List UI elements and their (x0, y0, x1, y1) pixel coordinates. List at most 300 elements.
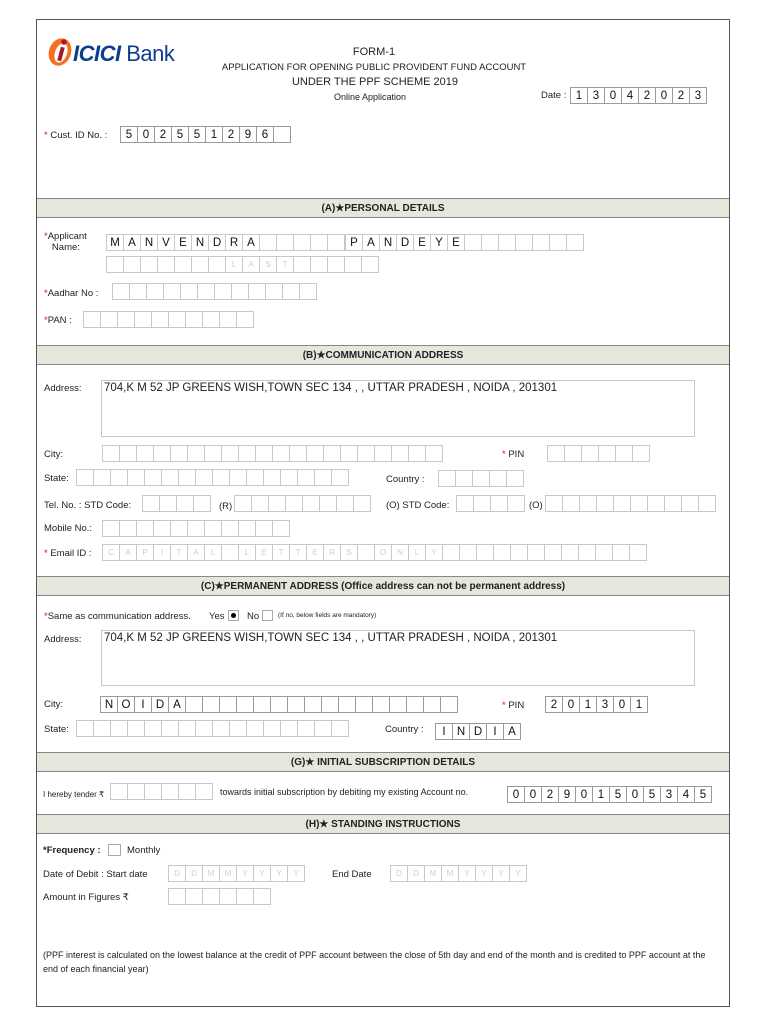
char-box[interactable]: A (123, 234, 141, 251)
char-box[interactable] (527, 544, 545, 561)
char-box[interactable]: 6 (256, 126, 274, 143)
char-box[interactable]: I (134, 696, 152, 713)
char-box[interactable] (157, 256, 175, 273)
char-box[interactable] (123, 256, 141, 273)
char-box[interactable]: 0 (626, 786, 644, 803)
char-box[interactable] (336, 495, 354, 512)
char-box[interactable]: 3 (587, 87, 605, 104)
yes-radio[interactable] (228, 610, 239, 621)
char-box[interactable] (408, 445, 426, 462)
char-box[interactable] (202, 888, 220, 905)
char-box[interactable] (263, 720, 281, 737)
char-box[interactable] (229, 469, 247, 486)
char-box[interactable]: Y (430, 234, 448, 251)
char-box[interactable] (547, 445, 565, 462)
comm-city-boxes[interactable] (102, 445, 442, 462)
char-box[interactable] (310, 234, 328, 251)
char-box[interactable]: 2 (222, 126, 240, 143)
char-box[interactable] (459, 544, 477, 561)
char-box[interactable]: A (242, 234, 260, 251)
char-box[interactable]: 3 (596, 696, 614, 713)
char-box[interactable] (185, 311, 203, 328)
char-box[interactable] (219, 888, 237, 905)
char-box[interactable] (176, 495, 194, 512)
char-box[interactable] (285, 495, 303, 512)
last-name-boxes[interactable] (345, 234, 583, 251)
char-box[interactable] (195, 783, 213, 800)
char-box[interactable] (202, 696, 220, 713)
char-box[interactable]: 2 (154, 126, 172, 143)
char-box[interactable]: E (174, 234, 192, 251)
char-box[interactable] (236, 888, 254, 905)
mobile-boxes[interactable] (102, 520, 289, 537)
char-box[interactable] (134, 311, 152, 328)
char-box[interactable]: 0 (655, 87, 673, 104)
char-box[interactable]: A (119, 544, 137, 561)
perm-state-boxes[interactable] (76, 720, 348, 737)
char-box[interactable] (374, 445, 392, 462)
char-box[interactable] (236, 311, 254, 328)
date-boxes[interactable] (570, 87, 706, 104)
char-box[interactable] (595, 544, 613, 561)
char-box[interactable] (170, 520, 188, 537)
char-box[interactable]: N (140, 234, 158, 251)
char-box[interactable] (100, 311, 118, 328)
char-box[interactable]: D (390, 865, 408, 882)
char-box[interactable] (255, 445, 273, 462)
char-box[interactable] (204, 445, 222, 462)
char-box[interactable] (561, 544, 579, 561)
char-box[interactable]: M (424, 865, 442, 882)
char-box[interactable]: R (323, 544, 341, 561)
char-box[interactable] (276, 234, 294, 251)
char-box[interactable] (229, 720, 247, 737)
char-box[interactable]: 5 (120, 126, 138, 143)
char-box[interactable] (259, 234, 277, 251)
char-box[interactable]: D (168, 865, 186, 882)
char-box[interactable] (613, 495, 631, 512)
char-box[interactable] (681, 495, 699, 512)
char-box[interactable] (510, 544, 528, 561)
char-box[interactable] (248, 283, 266, 300)
char-box[interactable] (76, 720, 94, 737)
char-box[interactable] (506, 470, 524, 487)
perm-pin-boxes[interactable] (545, 696, 647, 713)
char-box[interactable] (83, 311, 101, 328)
char-box[interactable]: T (276, 256, 294, 273)
char-box[interactable] (246, 469, 264, 486)
char-box[interactable] (566, 234, 584, 251)
char-box[interactable] (231, 283, 249, 300)
char-box[interactable] (293, 256, 311, 273)
char-box[interactable] (272, 445, 290, 462)
char-box[interactable] (117, 311, 135, 328)
char-box[interactable] (129, 283, 147, 300)
char-box[interactable] (498, 234, 516, 251)
monthly-checkbox[interactable] (108, 844, 121, 856)
amount-boxes[interactable] (168, 888, 270, 905)
char-box[interactable] (331, 720, 349, 737)
char-box[interactable]: Y (270, 865, 288, 882)
char-box[interactable] (170, 445, 188, 462)
char-box[interactable]: 2 (672, 87, 690, 104)
no-radio[interactable] (262, 610, 273, 621)
name-row2-boxes[interactable] (106, 256, 378, 273)
char-box[interactable]: N (191, 234, 209, 251)
char-box[interactable] (473, 495, 491, 512)
char-box[interactable] (425, 445, 443, 462)
char-box[interactable] (151, 311, 169, 328)
char-box[interactable] (265, 283, 283, 300)
char-box[interactable] (127, 783, 145, 800)
char-box[interactable]: D (185, 865, 203, 882)
o-tel-boxes[interactable] (545, 495, 715, 512)
char-box[interactable] (110, 720, 128, 737)
char-box[interactable] (406, 696, 424, 713)
char-box[interactable] (187, 445, 205, 462)
char-box[interactable] (146, 283, 164, 300)
char-box[interactable]: 1 (570, 87, 588, 104)
char-box[interactable] (282, 283, 300, 300)
char-box[interactable]: M (106, 234, 124, 251)
char-box[interactable]: D (151, 696, 169, 713)
account-number-boxes[interactable] (507, 786, 711, 803)
char-box[interactable]: 9 (239, 126, 257, 143)
char-box[interactable] (280, 720, 298, 737)
char-box[interactable] (251, 495, 269, 512)
char-box[interactable] (212, 720, 230, 737)
char-box[interactable]: A (168, 696, 186, 713)
char-box[interactable] (221, 520, 239, 537)
perm-address-field[interactable]: 704,K M 52 JP GREENS WISH,TOWN SEC 134 , , UTTAR PRADESH , NOIDA , 201301 (101, 630, 695, 686)
pan-boxes[interactable] (83, 311, 253, 328)
char-box[interactable] (515, 234, 533, 251)
char-box[interactable]: 5 (171, 126, 189, 143)
char-box[interactable]: 0 (137, 126, 155, 143)
char-box[interactable] (195, 469, 213, 486)
char-box[interactable]: 5 (694, 786, 712, 803)
char-box[interactable] (161, 469, 179, 486)
char-box[interactable]: 0 (604, 87, 622, 104)
char-box[interactable] (127, 469, 145, 486)
char-box[interactable]: Y (475, 865, 493, 882)
char-box[interactable] (195, 720, 213, 737)
char-box[interactable]: I (435, 723, 453, 740)
char-box[interactable]: N (379, 234, 397, 251)
char-box[interactable] (153, 445, 171, 462)
char-box[interactable] (255, 520, 273, 537)
char-box[interactable] (178, 783, 196, 800)
char-box[interactable] (140, 256, 158, 273)
char-box[interactable] (102, 445, 120, 462)
char-box[interactable] (144, 783, 162, 800)
char-box[interactable] (185, 888, 203, 905)
char-box[interactable]: 3 (660, 786, 678, 803)
char-box[interactable] (268, 495, 286, 512)
char-box[interactable] (153, 520, 171, 537)
char-box[interactable]: 2 (545, 696, 563, 713)
char-box[interactable] (119, 445, 137, 462)
char-box[interactable] (144, 720, 162, 737)
char-box[interactable] (302, 495, 320, 512)
char-box[interactable] (197, 283, 215, 300)
char-box[interactable] (615, 445, 633, 462)
char-box[interactable] (102, 520, 120, 537)
char-box[interactable] (144, 469, 162, 486)
char-box[interactable]: E (255, 544, 273, 561)
char-box[interactable] (161, 783, 179, 800)
char-box[interactable]: D (208, 234, 226, 251)
start-date-boxes[interactable] (168, 865, 304, 882)
char-box[interactable] (202, 311, 220, 328)
char-box[interactable] (340, 445, 358, 462)
char-box[interactable]: 1 (630, 696, 648, 713)
char-box[interactable]: O (374, 544, 392, 561)
char-box[interactable] (319, 495, 337, 512)
char-box[interactable] (562, 495, 580, 512)
comm-country-boxes[interactable] (438, 470, 523, 487)
char-box[interactable] (423, 696, 441, 713)
char-box[interactable]: N (100, 696, 118, 713)
comm-pin-boxes[interactable] (547, 445, 649, 462)
char-box[interactable] (629, 544, 647, 561)
char-box[interactable] (136, 445, 154, 462)
char-box[interactable] (545, 495, 563, 512)
char-box[interactable] (596, 495, 614, 512)
char-box[interactable] (297, 720, 315, 737)
char-box[interactable] (221, 544, 239, 561)
char-box[interactable] (136, 520, 154, 537)
char-box[interactable] (698, 495, 716, 512)
char-box[interactable]: S (259, 256, 277, 273)
char-box[interactable] (391, 445, 409, 462)
tel-r-boxes[interactable] (234, 495, 370, 512)
perm-city-boxes[interactable] (100, 696, 457, 713)
char-box[interactable]: A (362, 234, 380, 251)
char-box[interactable] (647, 495, 665, 512)
char-box[interactable] (456, 495, 474, 512)
char-box[interactable] (185, 696, 203, 713)
char-box[interactable]: 2 (638, 87, 656, 104)
o-std-boxes[interactable] (456, 495, 524, 512)
char-box[interactable] (598, 445, 616, 462)
char-box[interactable]: 0 (524, 786, 542, 803)
char-box[interactable] (304, 696, 322, 713)
char-box[interactable]: L (225, 256, 243, 273)
char-box[interactable] (630, 495, 648, 512)
char-box[interactable] (76, 469, 94, 486)
char-box[interactable]: 4 (677, 786, 695, 803)
char-box[interactable]: 0 (613, 696, 631, 713)
tender-amount-boxes[interactable] (110, 783, 212, 800)
char-box[interactable]: V (157, 234, 175, 251)
char-box[interactable] (327, 256, 345, 273)
char-box[interactable] (161, 720, 179, 737)
char-box[interactable] (93, 469, 111, 486)
char-box[interactable]: 5 (609, 786, 627, 803)
char-box[interactable]: Y (492, 865, 510, 882)
char-box[interactable] (191, 256, 209, 273)
char-box[interactable]: 1 (579, 696, 597, 713)
char-box[interactable]: Y (236, 865, 254, 882)
char-box[interactable]: D (469, 723, 487, 740)
char-box[interactable]: 2 (541, 786, 559, 803)
end-date-boxes[interactable] (390, 865, 526, 882)
char-box[interactable] (310, 256, 328, 273)
char-box[interactable]: Y (509, 865, 527, 882)
char-box[interactable] (355, 696, 373, 713)
char-box[interactable] (180, 283, 198, 300)
char-box[interactable]: 0 (507, 786, 525, 803)
char-box[interactable] (193, 495, 211, 512)
char-box[interactable]: A (242, 256, 260, 273)
char-box[interactable] (204, 520, 222, 537)
first-name-boxes[interactable] (106, 234, 344, 251)
char-box[interactable] (353, 495, 371, 512)
char-box[interactable] (321, 696, 339, 713)
char-box[interactable] (299, 283, 317, 300)
char-box[interactable]: A (503, 723, 521, 740)
char-box[interactable] (263, 469, 281, 486)
char-box[interactable]: 0 (562, 696, 580, 713)
char-box[interactable] (297, 469, 315, 486)
char-box[interactable] (455, 470, 473, 487)
char-box[interactable] (464, 234, 482, 251)
char-box[interactable]: L (408, 544, 426, 561)
char-box[interactable] (338, 696, 356, 713)
char-box[interactable] (612, 544, 630, 561)
char-box[interactable] (532, 234, 550, 251)
char-box[interactable]: P (136, 544, 154, 561)
char-box[interactable]: L (204, 544, 222, 561)
char-box[interactable] (440, 696, 458, 713)
char-box[interactable] (163, 283, 181, 300)
char-box[interactable] (293, 234, 311, 251)
char-box[interactable] (507, 495, 525, 512)
char-box[interactable] (357, 445, 375, 462)
char-box[interactable] (632, 445, 650, 462)
char-box[interactable]: N (452, 723, 470, 740)
char-box[interactable]: 9 (558, 786, 576, 803)
char-box[interactable]: P (345, 234, 363, 251)
char-box[interactable]: C (102, 544, 120, 561)
char-box[interactable]: 1 (205, 126, 223, 143)
char-box[interactable] (234, 495, 252, 512)
char-box[interactable] (253, 888, 271, 905)
char-box[interactable]: 4 (621, 87, 639, 104)
char-box[interactable] (219, 696, 237, 713)
char-box[interactable]: Y (287, 865, 305, 882)
char-box[interactable] (331, 469, 349, 486)
char-box[interactable] (287, 696, 305, 713)
char-box[interactable] (127, 720, 145, 737)
char-box[interactable] (168, 888, 186, 905)
char-box[interactable]: R (225, 234, 243, 251)
char-box[interactable] (476, 544, 494, 561)
char-box[interactable] (178, 469, 196, 486)
char-box[interactable] (314, 720, 332, 737)
char-box[interactable]: O (117, 696, 135, 713)
char-box[interactable] (219, 311, 237, 328)
char-box[interactable]: Y (253, 865, 271, 882)
char-box[interactable]: D (396, 234, 414, 251)
char-box[interactable]: I (153, 544, 171, 561)
char-box[interactable] (236, 696, 254, 713)
char-box[interactable] (323, 445, 341, 462)
char-box[interactable] (361, 256, 379, 273)
char-box[interactable] (238, 520, 256, 537)
char-box[interactable] (93, 720, 111, 737)
char-box[interactable]: 3 (689, 87, 707, 104)
char-box[interactable] (579, 495, 597, 512)
char-box[interactable] (372, 696, 390, 713)
char-box[interactable] (112, 283, 130, 300)
char-box[interactable] (178, 720, 196, 737)
char-box[interactable] (306, 445, 324, 462)
char-box[interactable]: T (289, 544, 307, 561)
char-box[interactable]: I (486, 723, 504, 740)
char-box[interactable] (578, 544, 596, 561)
char-box[interactable]: M (441, 865, 459, 882)
char-box[interactable] (314, 469, 332, 486)
char-box[interactable]: D (407, 865, 425, 882)
char-box[interactable]: L (238, 544, 256, 561)
char-box[interactable] (142, 495, 160, 512)
char-box[interactable]: S (340, 544, 358, 561)
char-box[interactable] (174, 256, 192, 273)
char-box[interactable] (168, 311, 186, 328)
char-box[interactable]: E (447, 234, 465, 251)
comm-state-boxes[interactable] (76, 469, 348, 486)
char-box[interactable] (106, 256, 124, 273)
comm-address-field[interactable]: 704,K M 52 JP GREENS WISH,TOWN SEC 134 , , UTTAR PRADESH , NOIDA , 201301 (101, 380, 695, 437)
char-box[interactable] (327, 234, 345, 251)
perm-country-boxes[interactable] (435, 723, 520, 740)
char-box[interactable]: 5 (643, 786, 661, 803)
char-box[interactable] (549, 234, 567, 251)
char-box[interactable] (280, 469, 298, 486)
char-box[interactable] (253, 696, 271, 713)
char-box[interactable]: 0 (575, 786, 593, 803)
char-box[interactable] (490, 495, 508, 512)
char-box[interactable]: M (202, 865, 220, 882)
char-box[interactable]: N (391, 544, 409, 561)
char-box[interactable] (344, 256, 362, 273)
char-box[interactable] (246, 720, 264, 737)
char-box[interactable] (110, 469, 128, 486)
char-box[interactable] (489, 470, 507, 487)
char-box[interactable] (212, 469, 230, 486)
char-box[interactable] (289, 445, 307, 462)
char-box[interactable] (664, 495, 682, 512)
char-box[interactable]: Y (425, 544, 443, 561)
char-box[interactable] (493, 544, 511, 561)
char-box[interactable] (110, 783, 128, 800)
char-box[interactable]: E (306, 544, 324, 561)
char-box[interactable] (221, 445, 239, 462)
char-box[interactable] (214, 283, 232, 300)
char-box[interactable] (564, 445, 582, 462)
char-box[interactable] (159, 495, 177, 512)
tel-std-boxes[interactable] (142, 495, 210, 512)
char-box[interactable] (481, 234, 499, 251)
char-box[interactable] (273, 126, 291, 143)
char-box[interactable] (442, 544, 460, 561)
char-box[interactable] (438, 470, 456, 487)
cust-id-boxes[interactable] (120, 126, 290, 143)
char-box[interactable] (119, 520, 137, 537)
char-box[interactable]: T (170, 544, 188, 561)
